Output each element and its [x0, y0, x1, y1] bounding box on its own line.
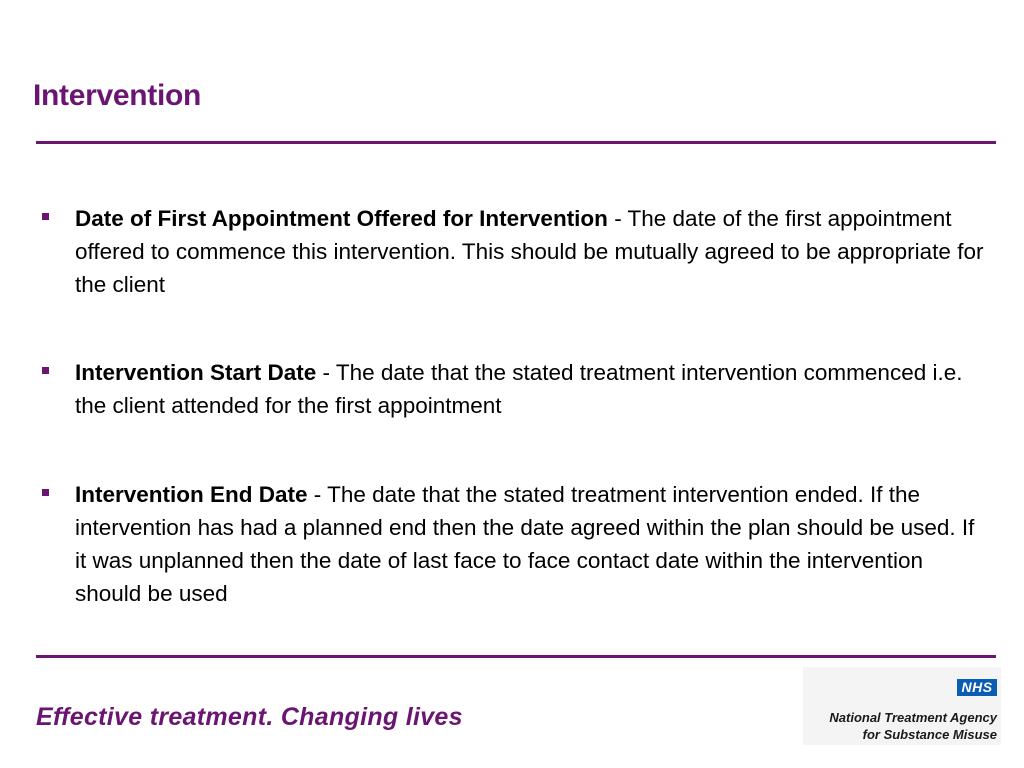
agency-name-line2: for Substance Misuse [862, 727, 997, 742]
bullet-item-end-date [40, 478, 990, 610]
bullet-description: - The date that the stated treatment intervention ended. If the intervention has had a planned end then the date agreed within the plan should be used. If it was unplanned then the date of last face to face contact date within the intervention should be used [75, 482, 975, 606]
bullet-square-icon [42, 213, 49, 220]
nhs-logo-icon: NHS [957, 679, 997, 696]
agency-name [829, 709, 997, 743]
bullet-term: Intervention Start Date [75, 360, 317, 385]
nta-logo [803, 667, 1001, 745]
bullet-list [40, 202, 990, 610]
bullet-square-icon [42, 489, 49, 496]
bullet-term: Intervention End Date [75, 482, 308, 507]
bullet-item-start-date [40, 356, 990, 422]
bullet-square-icon [42, 367, 49, 374]
bullet-description: - The date of the first appointment offered to commence this intervention. This should be mutually agreed to be appropriate for the client [75, 206, 984, 297]
bullet-description: - The date that the stated treatment intervention commenced i.e. the client attended for the first appointment [75, 360, 963, 418]
footer-tagline: Effective treatment. Changing lives [36, 703, 463, 731]
bullet-term: Date of First Appointment Offered for Intervention [75, 206, 608, 231]
bullet-item-first-appointment [40, 202, 990, 301]
slide-title: Intervention [33, 79, 202, 112]
title-divider [36, 141, 996, 144]
footer-divider [36, 655, 996, 658]
agency-name-line1: National Treatment Agency [829, 710, 997, 725]
